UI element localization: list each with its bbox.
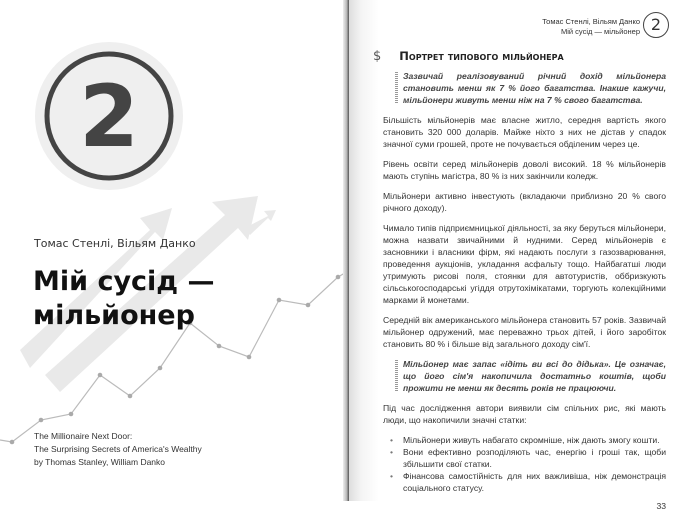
paragraph: Середній вік американського мільйонера становить 57 років. Зазвичай мільйонер одружений, має переважно трьох дітей, і його заробіток становить 80 % і більше від загального доходу сім'ї. [383, 315, 666, 349]
quote-bar [395, 72, 398, 104]
quote-bar [395, 360, 398, 392]
section-title: Портрет типового мільйонера [399, 49, 564, 63]
header-chapter-badge: 2 [643, 12, 669, 38]
book-author: Томас Стенлі, Вільям Данко [34, 237, 196, 250]
bullet-list [403, 434, 666, 494]
list-item: • Мільйонери живуть набагато скромніше, ніж дають змогу кошти. [403, 434, 666, 446]
header-author: Томас Стенлі, Вільям Данко [542, 17, 640, 26]
original-author: by Thomas Stanley, William Danko [34, 457, 166, 467]
dollar-icon: $ [373, 49, 382, 64]
paragraph: Рівень освіти серед мільйонерів доволі високий. 18 % мільйонерів мають ступінь магістра, 80 % із них закінчили коледж. [383, 159, 666, 181]
chapter-number: 2 [79, 67, 139, 167]
original-title-line: The Millionaire Next Door: [34, 431, 133, 441]
page-content [383, 70, 666, 512]
left-page [0, 0, 346, 501]
paragraph: Чимало типів підприємницької діяльності, за яку беруться мільйонери, можна назвати звичайними й нудними. Серед мільйонерів є засновники і власники фірм, які надають послуги з газозварювання, проведення аукціонів, укладання асфальту тощо. Найбагатші люди утримують рисові поля, стоянки для автотуристів, оббризкують сільськогосподарські угіддя отрутохімікатами, торгують колекційними марками й монетами. [383, 223, 666, 305]
quote-text: Зазвичай реалізовуваний річний дохід мільйонера становить менш як 7 % його багатства. Інакше кажучи, мільйонери живуть менш ніж на 7 % свого багатства. [403, 71, 666, 105]
cover-illustration [0, 0, 346, 501]
section-heading [373, 49, 564, 64]
original-title-line: The Surprising Secrets of America's Wealthy [34, 444, 202, 454]
page-number: 33 [656, 501, 666, 511]
paragraph: Більшість мільйонерів має власне житло, середня вартість якого становить 320 000 доларів. Майже ніхто з них не дістав у спадок значної суми грошей, проте не почувається обділеним через це. [383, 115, 666, 149]
running-header [542, 17, 640, 37]
title-line: мільйонер [33, 300, 195, 331]
list-item: • Фінансова самостійність для них важливіша, ніж демонстрація соціального статусу. [403, 470, 666, 494]
original-title [34, 430, 202, 469]
paragraph: Під час дослідження автори виявили сім спільних рис, які мають люди, що накопичили значні статки: [383, 403, 666, 425]
paragraph: Мільйонери активно інвестують (вкладаючи приблизно 20 % свого річного доходу). [383, 191, 666, 213]
book-title [33, 265, 215, 333]
quote-text: Мільйонер має запас «ідіть ви всі до дідька». Це означає, що його сім'я накопичила достатньо коштів, щоби прожити не менш як десять років не працюючи. [403, 359, 666, 393]
quote-block [403, 358, 666, 394]
title-line: Мій сусід — [33, 266, 215, 297]
quote-block [403, 70, 666, 106]
list-item: • Вони ефективно розподіляють час, енергію і гроші так, щоби збільшити свої статки. [403, 446, 666, 470]
header-title: Мій сусід — мільйонер [560, 27, 640, 36]
